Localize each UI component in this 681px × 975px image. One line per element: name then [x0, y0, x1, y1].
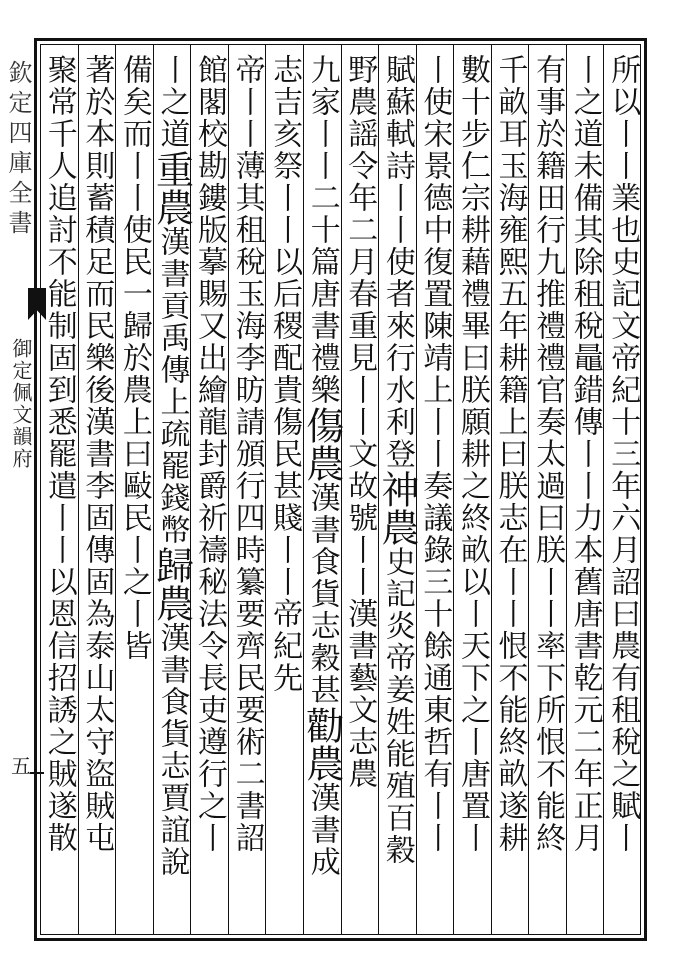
column-text: 九家丨丨二十篇唐書禮樂	[304, 54, 340, 406]
text-column	[450, 54, 494, 926]
column-text: 丨之道未備其除租稅鼂錯傳丨丨力本舊唐書乾元二年正月	[567, 54, 603, 854]
text-column	[600, 54, 644, 926]
heading-term: 勸農	[299, 706, 344, 782]
column-text: 賦蘇軾詩丨丨使者來行水利登	[379, 54, 415, 470]
column-text: 志吉亥祭丨丨以后稷配貴傷民甚賤丨丨帝紀先	[267, 54, 303, 694]
column-text: 漢書食貨志賈誼說	[154, 622, 190, 878]
column-text: 著於本則蓄積足而民樂後漢書李固傳固為泰山太守盜賊屯	[79, 54, 115, 854]
column-text: 所以丨丨業也史記文帝紀十三年六月詔曰農有租稅之賦丨	[605, 54, 641, 854]
column-text: 館閣校勘鏤版摹賜又出繪龍封爵祈禱秘法令長吏遵行之丨	[192, 54, 228, 854]
column-text: 漢書成	[304, 782, 340, 878]
column-text: 丨之道	[154, 54, 190, 150]
text-column	[149, 54, 193, 926]
text-column	[337, 54, 381, 926]
column-text: 數十步仁宗耕藉禮畢曰朕願耕之終畝以丨天下之丨唐置丨	[454, 54, 490, 854]
text-column	[187, 54, 231, 926]
heading-term: 神農	[374, 470, 419, 546]
column-text: 漢書食貨志穀甚	[304, 482, 340, 706]
column-text: 千畝耳玉海雍熙五年耕籍上曰朕志在丨丨恨不能終畝遂耕	[492, 54, 528, 854]
column-text: 備矣而丨丨使民一歸於農上曰敺民丨之丨皆	[116, 54, 152, 662]
text-column	[375, 54, 419, 926]
column-text: 有事於籍田行九推禮禮官奏太過曰朕丨丨率下所恨不能終	[530, 54, 566, 854]
column-text: 漢書貢禹傳上疏罷錢幣	[154, 226, 190, 546]
column-text: 帝丨丨薄其租稅玉海李昉請頒行四時纂要齊民要術二書詔	[229, 54, 265, 854]
column-text: 丨使宋景德中復置陳靖上丨丨奏議錄三十餘通東哲有丨丨	[417, 54, 453, 854]
heading-term: 傷農	[299, 406, 344, 482]
column-text: 史記炎帝姜姓能殖百穀	[379, 546, 415, 866]
book-title: 御定佩文韻府	[9, 338, 33, 470]
text-column	[262, 54, 306, 926]
text-column	[563, 54, 607, 926]
heading-term: 重農	[149, 150, 194, 226]
running-title: 欽定四庫全書	[4, 60, 32, 240]
text-column	[74, 54, 118, 926]
page-number: 五	[11, 754, 31, 778]
text-column	[300, 54, 344, 926]
text-column	[525, 54, 569, 926]
column-text: 聚常千人追討不能制固到悉罷遣丨丨以恩信招誘之賊遂散	[41, 54, 77, 854]
text-column	[225, 54, 269, 926]
text-column	[488, 54, 532, 926]
text-column	[37, 54, 81, 926]
text-column	[412, 54, 456, 926]
text-column	[112, 54, 156, 926]
heading-term: 歸農	[149, 546, 194, 622]
column-text: 野農謡令年二月春重見丨丨文故號丨丨漢書藝文志農	[342, 54, 378, 790]
